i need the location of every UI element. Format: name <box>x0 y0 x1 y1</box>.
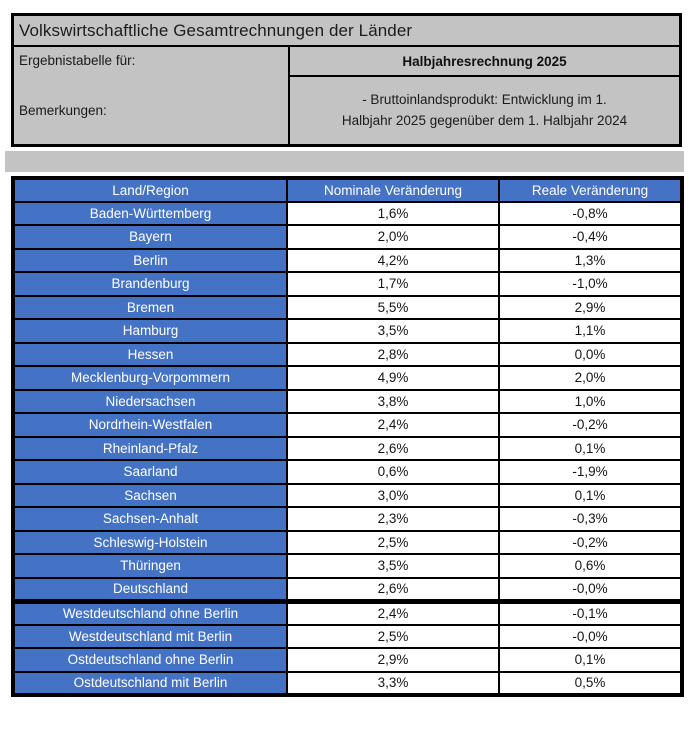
nominal-value-cell: 2,4% <box>287 413 499 437</box>
result-header-panel <box>11 13 682 147</box>
region-cell: Thüringen <box>13 554 287 578</box>
real-value-cell: 2,9% <box>499 296 682 320</box>
region-cell: Berlin <box>13 249 287 273</box>
real-value-cell: 0,1% <box>499 484 682 508</box>
nominal-value-cell: 4,2% <box>287 249 499 273</box>
nominal-value-cell: 2,3% <box>287 507 499 531</box>
table-row <box>13 225 682 249</box>
page-title: Volkswirtschaftliche Gesamtrechnungen der Länder <box>14 16 679 47</box>
nominal-value-cell: 2,6% <box>287 578 499 602</box>
header-label-column <box>14 47 288 144</box>
table-row <box>13 319 682 343</box>
table-row <box>13 507 682 531</box>
table-row <box>13 554 682 578</box>
region-cell: Bremen <box>13 296 287 320</box>
column-header-nominal: Nominale Veränderung <box>287 178 499 202</box>
nominal-value-cell: 2,6% <box>287 437 499 461</box>
region-cell: Rheinland-Pfalz <box>13 437 287 461</box>
nominal-value-cell: 4,9% <box>287 366 499 390</box>
table-row <box>13 625 682 649</box>
header-body <box>14 47 679 144</box>
real-value-cell: 1,3% <box>499 249 682 273</box>
header-value-column <box>288 47 679 144</box>
region-cell: Niedersachsen <box>13 390 287 414</box>
region-cell: Nordrhein-Westfalen <box>13 413 287 437</box>
table-row <box>13 578 682 602</box>
table-row <box>13 390 682 414</box>
region-cell: Westdeutschland ohne Berlin <box>13 601 287 625</box>
table-row <box>13 672 682 696</box>
column-header-real: Reale Veränderung <box>499 178 682 202</box>
real-value-cell: -1,9% <box>499 460 682 484</box>
table-row <box>13 484 682 508</box>
region-cell: Hessen <box>13 343 287 367</box>
table-body <box>13 202 682 696</box>
table-row <box>13 531 682 555</box>
remarks-text-line-2: Halbjahr 2025 gegenüber dem 1. Halbjahr 2024 <box>341 112 628 128</box>
result-table-for-value: Halbjahresrechnung 2025 <box>290 47 679 77</box>
table-row <box>13 437 682 461</box>
region-cell: Ostdeutschland mit Berlin <box>13 672 287 696</box>
nominal-value-cell: 3,0% <box>287 484 499 508</box>
table-row <box>13 249 682 273</box>
nominal-value-cell: 0,6% <box>287 460 499 484</box>
real-value-cell: -0,0% <box>499 578 682 602</box>
nominal-value-cell: 2,5% <box>287 531 499 555</box>
nominal-value-cell: 2,4% <box>287 601 499 625</box>
region-cell: Brandenburg <box>13 272 287 296</box>
real-value-cell: -0,2% <box>499 413 682 437</box>
separator-bar <box>5 151 684 172</box>
real-value-cell: 0,1% <box>499 648 682 672</box>
real-value-cell: -1,0% <box>499 272 682 296</box>
real-value-cell: 1,1% <box>499 319 682 343</box>
table-row <box>13 460 682 484</box>
table-row <box>13 202 682 226</box>
nominal-value-cell: 2,8% <box>287 343 499 367</box>
results-table <box>11 176 684 697</box>
region-cell: Sachsen <box>13 484 287 508</box>
nominal-value-cell: 2,0% <box>287 225 499 249</box>
remarks-text-line-1: - Bruttoinlandsprodukt: Entwicklung im 1. <box>362 91 607 107</box>
region-cell: Mecklenburg-Vorpommern <box>13 366 287 390</box>
table-header-row <box>13 178 682 202</box>
region-cell: Bayern <box>13 225 287 249</box>
region-cell: Saarland <box>13 460 287 484</box>
nominal-value-cell: 1,6% <box>287 202 499 226</box>
result-table-for-label: Ergebnistabelle für: <box>19 53 136 68</box>
nominal-value-cell: 3,8% <box>287 390 499 414</box>
nominal-value-cell: 1,7% <box>287 272 499 296</box>
real-value-cell: 0,6% <box>499 554 682 578</box>
region-cell: Hamburg <box>13 319 287 343</box>
nominal-value-cell: 5,5% <box>287 296 499 320</box>
real-value-cell: 1,0% <box>499 390 682 414</box>
real-value-cell: -0,0% <box>499 625 682 649</box>
real-value-cell: -0,8% <box>499 202 682 226</box>
region-cell: Sachsen-Anhalt <box>13 507 287 531</box>
remarks-label: Bemerkungen: <box>19 103 107 118</box>
real-value-cell: -0,4% <box>499 225 682 249</box>
table-row <box>13 648 682 672</box>
real-value-cell: 2,0% <box>499 366 682 390</box>
column-header-region: Land/Region <box>13 178 287 202</box>
real-value-cell: -0,3% <box>499 507 682 531</box>
nominal-value-cell: 3,5% <box>287 319 499 343</box>
nominal-value-cell: 3,5% <box>287 554 499 578</box>
region-cell: Westdeutschland mit Berlin <box>13 625 287 649</box>
table-row <box>13 601 682 625</box>
real-value-cell: 0,5% <box>499 672 682 696</box>
table-row <box>13 366 682 390</box>
nominal-value-cell: 2,9% <box>287 648 499 672</box>
real-value-cell: -0,2% <box>499 531 682 555</box>
region-cell: Baden-Württemberg <box>13 202 287 226</box>
region-cell: Ostdeutschland ohne Berlin <box>13 648 287 672</box>
real-value-cell: -0,1% <box>499 601 682 625</box>
remarks-text <box>290 77 679 144</box>
table-row <box>13 413 682 437</box>
real-value-cell: 0,0% <box>499 343 682 367</box>
nominal-value-cell: 3,3% <box>287 672 499 696</box>
region-cell: Schleswig-Holstein <box>13 531 287 555</box>
table-row <box>13 296 682 320</box>
nominal-value-cell: 2,5% <box>287 625 499 649</box>
table-row <box>13 343 682 367</box>
region-cell: Deutschland <box>13 578 287 602</box>
table-row <box>13 272 682 296</box>
real-value-cell: 0,1% <box>499 437 682 461</box>
